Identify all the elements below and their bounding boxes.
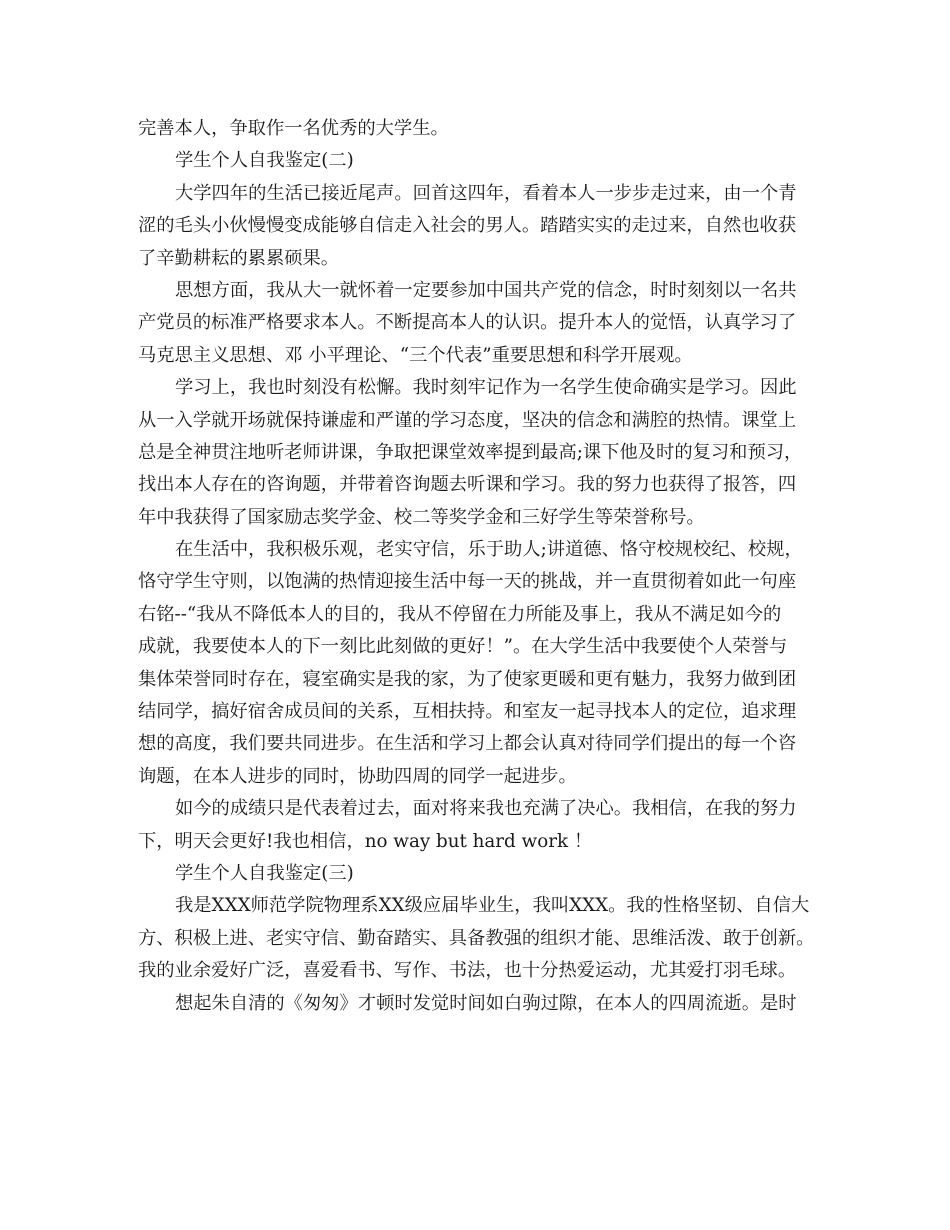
text-line: 思想方面，我从大一就怀着一定要参加中国共产党的信念，时时刻刻以一名共	[175, 279, 797, 301]
text-line: 结同学，搞好宿舍成员间的关系，互相扶持。和室友一起寻找本人的定位，追求理	[138, 701, 797, 723]
text-line: 大学四年的生活已接近尾声。回首这四年，看着本人一步步走过来，由一个青	[175, 182, 797, 204]
text-line: 学习上，我也时刻没有松懈。我时刻牢记作为一名学生使命确实是学习。因此	[175, 377, 797, 399]
text-line: 年中我获得了国家励志奖学金、校二等奖学金和三好学生等荣誉称号。	[138, 506, 705, 528]
text-line: 方、积极上进、老实守信、勤奋踏实、具备教强的组织才能、思维活泼、敢于创新。	[138, 927, 815, 949]
text-line: 我的业余爱好广泛，喜爱看书、写作、书法，也十分热爱运动，尤其爱打羽毛球。	[138, 960, 797, 982]
text-line: 了辛勤耕耘的累累硕果。	[138, 247, 340, 269]
text-line: 想起朱自清的《匆匆》才顿时发觉时间如白驹过隙，在本人的四周流逝。是时	[175, 992, 797, 1014]
text-line: 询题，在本人进步的同时，协助四周的同学一起进步。	[138, 765, 577, 787]
text-line: 成就，我要使本人的下一刻比此刻做的更好！”。在大学生活中我要使个人荣誉与	[138, 636, 788, 658]
text-line: 产党员的标准严格要求本人。不断提高本人的认识。提升本人的觉悟，认真学习了	[138, 312, 797, 334]
text-line: 我是XXX师范学院物理系XX级应届毕业生，我叫XXX。我的性格坚韧、自信大	[175, 895, 810, 917]
text-line: 如今的成绩只是代表着过去，面对将来我也充满了决心。我相信，在我的努力	[175, 798, 797, 820]
text-line: 在生活中，我积极乐观，老实守信，乐于助人;讲道德、恪守校规校纪、校规，	[175, 539, 803, 561]
text-line: 找出本人存在的咨询题，并带着咨询题去听课和学习。我的努力也获得了报答，四	[138, 474, 797, 496]
text-line: 完善本人，争取作一名优秀的大学生。	[138, 118, 449, 139]
text-line: 总是全神贯注地听老师讲课，争取把课堂效率提到最高;课下他及时的复习和预习，	[138, 441, 803, 463]
text-line: 右铭--“我从不降低本人的目的，我从不停留在力所能及事上，我从不满足如今的	[138, 603, 782, 625]
text-line: 恪守学生守则，以饱满的热情迎接生活中每一天的挑战，并一直贯彻着如此一句座	[138, 571, 797, 593]
text-line: 涩的毛头小伙慢慢变成能够自信走入社会的男人。踏踏实实的走过来，自然也收获	[138, 215, 797, 237]
text-line: 马克思主义思想、邓 小平理论、“三个代表”重要思想和科学开展观。	[138, 344, 693, 366]
text-line: 学生个人自我鉴定(三)	[175, 862, 354, 884]
text-line: 下，明天会更好!我也相信，no way but hard work ！	[138, 830, 593, 852]
text-line: 学生个人自我鉴定(二)	[175, 150, 354, 172]
document-body	[138, 113, 828, 1020]
text-line: 想的高度，我们要共同进步。在生活和学习上都会认真对待同学们提出的每一个咨	[138, 733, 797, 755]
text-line: 从一入学就开场就保持谦虚和严谨的学习态度，坚决的信念和满腔的热情。课堂上	[138, 409, 797, 431]
text-line: 集体荣誉同时存在，寝室确实是我的家，为了使家更暖和更有魅力，我努力做到团	[138, 668, 797, 690]
